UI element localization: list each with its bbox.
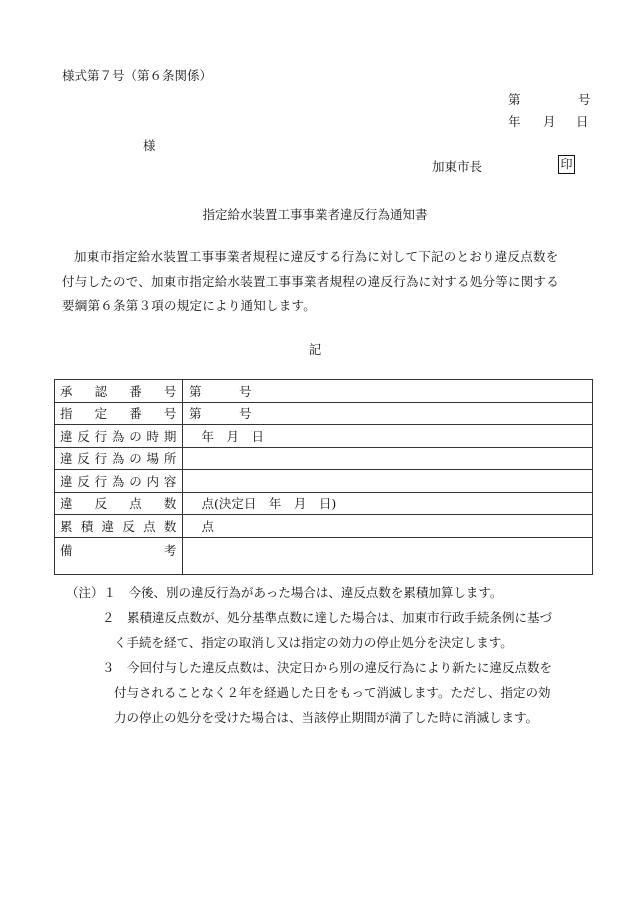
table-row [55,492,593,515]
row-label-violation-place: 違反行為の場所 [55,447,183,470]
ki-heading: 記 [308,342,322,357]
date-year: 年 [508,114,521,129]
date-month: 月 [543,114,556,129]
row-label-designation-number: 指定番号 [55,402,183,425]
table-row [55,425,593,448]
violation-table [54,379,593,575]
form-number: 様式第７号（第６条関係） [62,68,213,83]
row-label-violation-content: 違反行為の内容 [55,470,183,493]
row-label-violation-time: 違反行為の時期 [55,425,183,448]
body-line-1: 加東市指定給水装置工事事業者規程に違反する行為に対して下記のとおり違反点数を [74,249,559,264]
issuer-name: 加東市長 [432,159,483,174]
note-line-3: く手続を経て、指定の取消し又は指定の効力の停止処分を決定します。 [114,635,513,650]
row-label-remarks: 備考 [55,537,183,574]
row-label-approval-number: 承認番号 [55,380,183,403]
note-line-5: 付与されることなく２年を経過した日をもって消滅します。ただし、指定の効 [114,685,551,700]
row-value-cumulative-points: 点 [183,515,593,538]
row-value-violation-time: 年 月 日 [183,425,593,448]
document-number-label: 第 [508,92,521,107]
table-row [55,402,593,425]
table-row [55,537,593,574]
notes-section [66,580,596,730]
addressee-honorific: 様 [143,138,156,153]
table-row [55,515,593,538]
row-value-remarks [183,537,593,574]
document-number-suffix: 号 [578,92,591,107]
row-label-cumulative-points: 累積違反点数 [55,515,183,538]
body-paragraph [62,245,592,319]
note-line-1: （注）１ 今後、別の違反行為があった場合は、違反点数を累積加算します。 [66,585,503,600]
date-day: 日 [576,114,589,129]
row-value-violation-content [183,470,593,493]
row-value-approval-number: 第 号 [183,380,593,403]
body-line-2: 付与したので、加東市指定給水装置工事事業者規程の違反行為に対する処分等に関する [62,273,560,289]
row-label-violation-points: 違反点数 [55,492,183,515]
seal-box: 印 [558,155,575,174]
body-line-3: 要綱第６条第３項の規定により通知します。 [62,298,317,313]
note-line-4: ３ 今回付与した違反点数は、決定日から別の違反行為により新たに違反点数を [102,660,553,675]
table-row [55,470,593,493]
note-line-6: 力の停止の処分を受けた場合は、当該停止期間が満了した時に消滅します。 [114,710,539,725]
note-line-2: ２ 累積違反点数が、処分基準点数に達した場合は、加東市行政手続条例に基づ [102,610,553,625]
row-value-violation-place [183,447,593,470]
table-row [55,380,593,403]
table-row [55,447,593,470]
row-value-violation-points: 点(決定日 年 月 日) [183,492,593,515]
document-title: 指定給水装置工事事業者違反行為通知書 [202,207,428,222]
row-value-designation-number: 第 号 [183,402,593,425]
